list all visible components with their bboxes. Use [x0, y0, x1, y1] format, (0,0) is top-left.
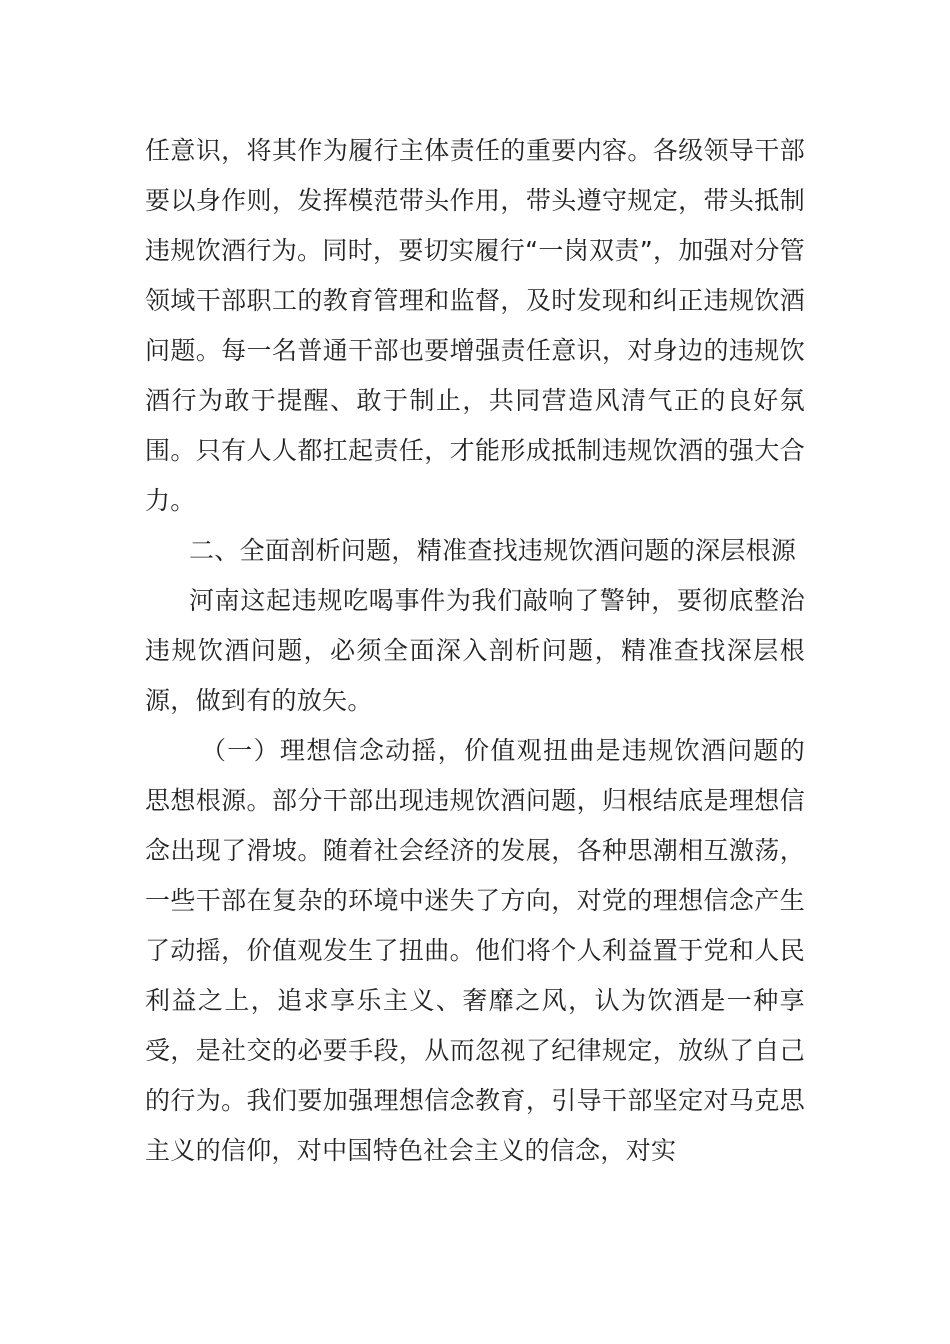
paragraph-continuation: 任意识，将其作为履行主体责任的重要内容。各级领导干部要以身作则，发挥模范带头作用，带头遵守规定，带头抵制违规饮酒行为。同时，要切实履行“一岗双责”，加强对分管领域干部职工的教育管理和监督，及时发现和纠正违规饮酒问题。每一名普通干部也要增强责任意识，对身边的违规饮酒行为敢于提醒、敢于制止，共同营造风清气正的良好氛围。只有人人都扛起责任，才能形成抵制违规饮酒的强大合力。	[145, 136, 805, 515]
paragraph-subsection-1: （一）理想信念动摇，价值观扭曲是违规饮酒问题的思想根源。部分干部出现违规饮酒问题，归根结底是理想信念出现了滑坡。随着社会经济的发展，各种思潮相互激荡，一些干部在复杂的环境中迷失了方向，对党的理想信念产生了动摇，价值观发生了扭曲。他们将个人利益置于党和人民利益之上，追求享乐主义、奢靡之风，认为饮酒是一种享受，是社交的必要手段，从而忽视了纪律规定，放纵了自己的行为。我们要加强理想信念教育，引导干部坚定对马克思主义的信仰，对中国特色社会主义的信念，对实	[145, 736, 805, 1165]
section-heading: 二、全面剖析问题，精准查找违规饮酒问题的深层根源	[189, 536, 797, 565]
paragraph-intro: 河南这起违规吃喝事件为我们敲响了警钟，要彻底整治违规饮酒问题，必须全面深入剖析问题，精准查找深层根源，做到有的放矢。	[145, 586, 805, 715]
document-body	[145, 126, 805, 1176]
